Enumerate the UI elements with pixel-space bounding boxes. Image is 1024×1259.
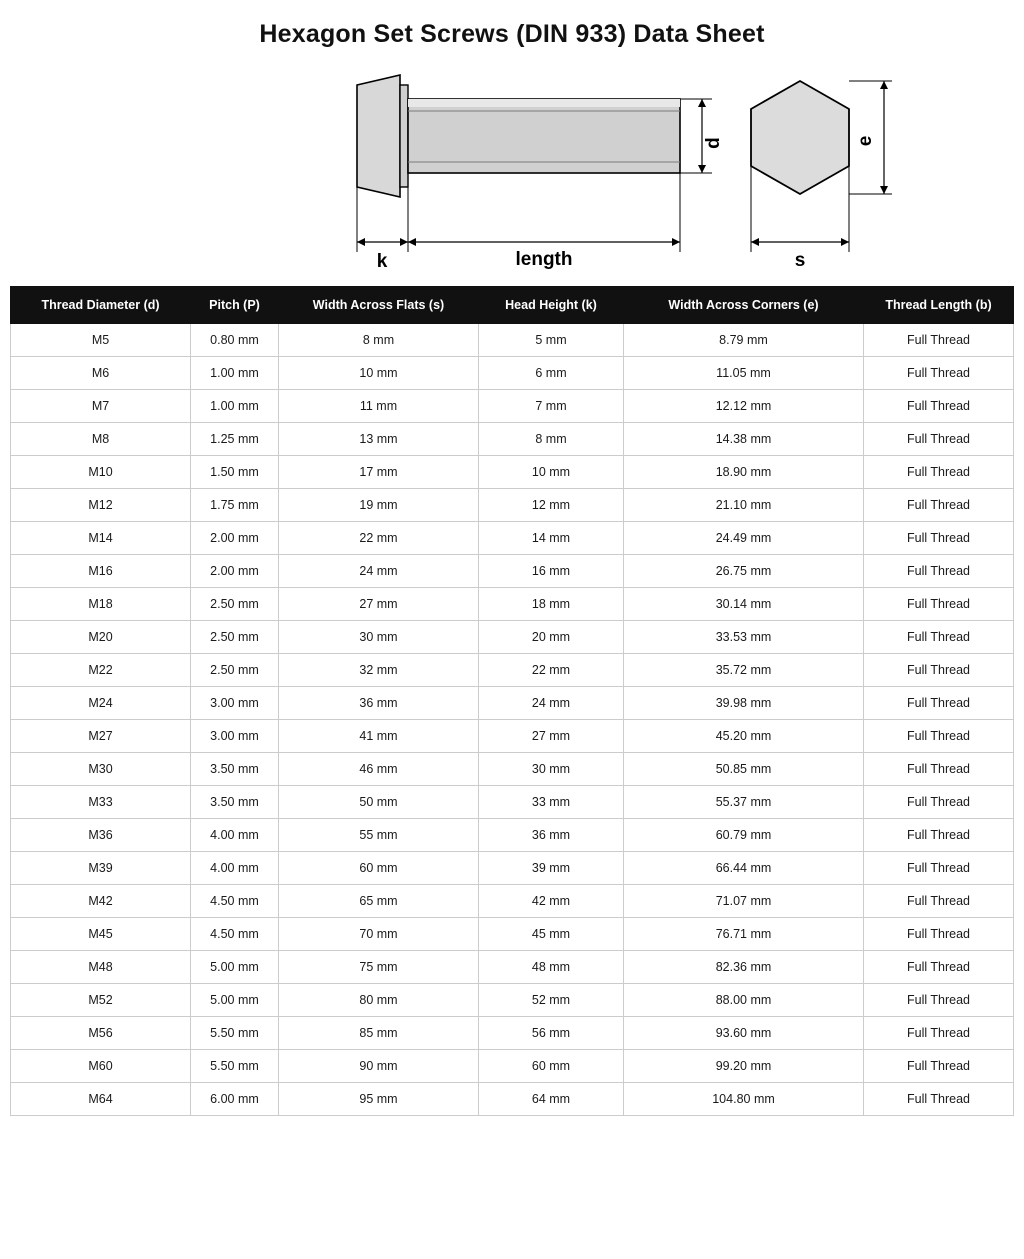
table-row bbox=[11, 918, 1014, 951]
cell-thread-diameter: M27 bbox=[11, 720, 191, 753]
cell-head-height: 20 mm bbox=[479, 621, 624, 654]
cell-thread-diameter: M30 bbox=[11, 753, 191, 786]
table-row bbox=[11, 423, 1014, 456]
cell-head-height: 6 mm bbox=[479, 357, 624, 390]
cell-head-height: 24 mm bbox=[479, 687, 624, 720]
cell-head-height: 5 mm bbox=[479, 324, 624, 357]
cell-width-across-corners: 24.49 mm bbox=[624, 522, 864, 555]
cell-width-across-corners: 30.14 mm bbox=[624, 588, 864, 621]
table-row bbox=[11, 324, 1014, 357]
table-row bbox=[11, 753, 1014, 786]
bolt-shank-highlight bbox=[408, 99, 680, 107]
table-row bbox=[11, 357, 1014, 390]
cell-width-across-flats: 19 mm bbox=[279, 489, 479, 522]
cell-thread-length: Full Thread bbox=[864, 918, 1014, 951]
cell-width-across-flats: 65 mm bbox=[279, 885, 479, 918]
cell-thread-diameter: M24 bbox=[11, 687, 191, 720]
cell-pitch: 1.00 mm bbox=[191, 390, 279, 423]
cell-thread-diameter: M52 bbox=[11, 984, 191, 1017]
page-title: Hexagon Set Screws (DIN 933) Data Sheet bbox=[259, 20, 765, 48]
cell-width-across-corners: 39.98 mm bbox=[624, 687, 864, 720]
table-row bbox=[11, 819, 1014, 852]
cell-pitch: 1.75 mm bbox=[191, 489, 279, 522]
cell-width-across-corners: 60.79 mm bbox=[624, 819, 864, 852]
cell-head-height: 64 mm bbox=[479, 1083, 624, 1116]
cell-thread-length: Full Thread bbox=[864, 555, 1014, 588]
cell-pitch: 1.25 mm bbox=[191, 423, 279, 456]
cell-width-across-flats: 30 mm bbox=[279, 621, 479, 654]
cell-head-height: 30 mm bbox=[479, 753, 624, 786]
cell-width-across-flats: 22 mm bbox=[279, 522, 479, 555]
cell-width-across-corners: 18.90 mm bbox=[624, 456, 864, 489]
cell-head-height: 18 mm bbox=[479, 588, 624, 621]
cell-head-height: 56 mm bbox=[479, 1017, 624, 1050]
cell-width-across-flats: 36 mm bbox=[279, 687, 479, 720]
cell-width-across-flats: 60 mm bbox=[279, 852, 479, 885]
cell-width-across-corners: 82.36 mm bbox=[624, 951, 864, 984]
cell-pitch: 0.80 mm bbox=[191, 324, 279, 357]
cell-thread-diameter: M20 bbox=[11, 621, 191, 654]
cell-head-height: 36 mm bbox=[479, 819, 624, 852]
cell-width-across-corners: 88.00 mm bbox=[624, 984, 864, 1017]
cell-width-across-flats: 13 mm bbox=[279, 423, 479, 456]
cell-width-across-flats: 41 mm bbox=[279, 720, 479, 753]
cell-thread-length: Full Thread bbox=[864, 1083, 1014, 1116]
hex-head-top bbox=[751, 81, 849, 194]
cell-pitch: 2.50 mm bbox=[191, 588, 279, 621]
cell-width-across-flats: 85 mm bbox=[279, 1017, 479, 1050]
cell-thread-length: Full Thread bbox=[864, 423, 1014, 456]
cell-thread-length: Full Thread bbox=[864, 522, 1014, 555]
cell-head-height: 33 mm bbox=[479, 786, 624, 819]
cell-head-height: 45 mm bbox=[479, 918, 624, 951]
cell-width-across-corners: 21.10 mm bbox=[624, 489, 864, 522]
table-row bbox=[11, 720, 1014, 753]
dimension-d bbox=[680, 99, 724, 173]
document-page bbox=[0, 20, 1024, 1259]
cell-head-height: 14 mm bbox=[479, 522, 624, 555]
cell-thread-length: Full Thread bbox=[864, 1050, 1014, 1083]
cell-pitch: 2.50 mm bbox=[191, 654, 279, 687]
cell-width-across-corners: 11.05 mm bbox=[624, 357, 864, 390]
cell-pitch: 5.50 mm bbox=[191, 1017, 279, 1050]
cell-width-across-flats: 17 mm bbox=[279, 456, 479, 489]
cell-head-height: 60 mm bbox=[479, 1050, 624, 1083]
cell-width-across-corners: 26.75 mm bbox=[624, 555, 864, 588]
table-row bbox=[11, 885, 1014, 918]
column-header-pitch: Pitch (P) bbox=[191, 287, 279, 324]
bolt-top-view bbox=[751, 81, 849, 194]
cell-head-height: 12 mm bbox=[479, 489, 624, 522]
cell-thread-length: Full Thread bbox=[864, 951, 1014, 984]
cell-thread-diameter: M12 bbox=[11, 489, 191, 522]
cell-width-across-corners: 50.85 mm bbox=[624, 753, 864, 786]
cell-pitch: 2.50 mm bbox=[191, 621, 279, 654]
cell-width-across-flats: 24 mm bbox=[279, 555, 479, 588]
cell-thread-diameter: M45 bbox=[11, 918, 191, 951]
cell-width-across-flats: 8 mm bbox=[279, 324, 479, 357]
label-length: length bbox=[515, 249, 573, 270]
cell-thread-length: Full Thread bbox=[864, 720, 1014, 753]
cell-thread-length: Full Thread bbox=[864, 654, 1014, 687]
table-row bbox=[11, 984, 1014, 1017]
cell-width-across-flats: 80 mm bbox=[279, 984, 479, 1017]
cell-pitch: 6.00 mm bbox=[191, 1083, 279, 1116]
table-row bbox=[11, 1050, 1014, 1083]
cell-pitch: 4.00 mm bbox=[191, 819, 279, 852]
label-d: d bbox=[703, 137, 724, 149]
label-e: e bbox=[855, 135, 876, 147]
cell-thread-diameter: M22 bbox=[11, 654, 191, 687]
cell-width-across-corners: 66.44 mm bbox=[624, 852, 864, 885]
dimension-k bbox=[357, 187, 408, 272]
cell-width-across-flats: 27 mm bbox=[279, 588, 479, 621]
cell-thread-length: Full Thread bbox=[864, 984, 1014, 1017]
table-row bbox=[11, 456, 1014, 489]
cell-width-across-flats: 32 mm bbox=[279, 654, 479, 687]
cell-width-across-corners: 93.60 mm bbox=[624, 1017, 864, 1050]
cell-width-across-corners: 104.80 mm bbox=[624, 1083, 864, 1116]
column-header-thread-length: Thread Length (b) bbox=[864, 287, 1014, 324]
cell-pitch: 3.00 mm bbox=[191, 687, 279, 720]
table-row bbox=[11, 786, 1014, 819]
cell-width-across-corners: 12.12 mm bbox=[624, 390, 864, 423]
table-body bbox=[11, 324, 1014, 1116]
cell-width-across-flats: 50 mm bbox=[279, 786, 479, 819]
dimension-length bbox=[408, 173, 680, 270]
cell-pitch: 5.00 mm bbox=[191, 984, 279, 1017]
cell-thread-diameter: M18 bbox=[11, 588, 191, 621]
cell-head-height: 39 mm bbox=[479, 852, 624, 885]
cell-thread-diameter: M48 bbox=[11, 951, 191, 984]
table-row bbox=[11, 390, 1014, 423]
bolt-head-side bbox=[357, 75, 400, 197]
cell-width-across-flats: 11 mm bbox=[279, 390, 479, 423]
cell-thread-length: Full Thread bbox=[864, 687, 1014, 720]
cell-pitch: 2.00 mm bbox=[191, 522, 279, 555]
cell-thread-diameter: M8 bbox=[11, 423, 191, 456]
cell-thread-diameter: M5 bbox=[11, 324, 191, 357]
bolt-head-side-face bbox=[400, 85, 408, 187]
cell-pitch: 5.50 mm bbox=[191, 1050, 279, 1083]
cell-width-across-corners: 33.53 mm bbox=[624, 621, 864, 654]
column-header-width-across-flats: Width Across Flats (s) bbox=[279, 287, 479, 324]
table-row bbox=[11, 1083, 1014, 1116]
cell-thread-length: Full Thread bbox=[864, 852, 1014, 885]
cell-thread-length: Full Thread bbox=[864, 786, 1014, 819]
cell-pitch: 2.00 mm bbox=[191, 555, 279, 588]
cell-thread-diameter: M39 bbox=[11, 852, 191, 885]
dimension-e bbox=[849, 81, 892, 194]
cell-thread-diameter: M42 bbox=[11, 885, 191, 918]
cell-thread-diameter: M33 bbox=[11, 786, 191, 819]
cell-width-across-corners: 45.20 mm bbox=[624, 720, 864, 753]
cell-width-across-corners: 71.07 mm bbox=[624, 885, 864, 918]
cell-head-height: 8 mm bbox=[479, 423, 624, 456]
cell-width-across-flats: 70 mm bbox=[279, 918, 479, 951]
cell-width-across-corners: 99.20 mm bbox=[624, 1050, 864, 1083]
cell-thread-length: Full Thread bbox=[864, 489, 1014, 522]
cell-thread-diameter: M64 bbox=[11, 1083, 191, 1116]
cell-head-height: 7 mm bbox=[479, 390, 624, 423]
cell-thread-length: Full Thread bbox=[864, 456, 1014, 489]
column-header-head-height: Head Height (k) bbox=[479, 287, 624, 324]
bolt-side-view bbox=[357, 75, 680, 197]
table-header-row bbox=[11, 287, 1014, 324]
cell-width-across-flats: 95 mm bbox=[279, 1083, 479, 1116]
label-s: s bbox=[794, 250, 806, 271]
cell-pitch: 3.50 mm bbox=[191, 786, 279, 819]
cell-pitch: 3.50 mm bbox=[191, 753, 279, 786]
table-row bbox=[11, 489, 1014, 522]
cell-thread-length: Full Thread bbox=[864, 588, 1014, 621]
cell-thread-length: Full Thread bbox=[864, 1017, 1014, 1050]
label-k: k bbox=[376, 251, 388, 272]
cell-thread-length: Full Thread bbox=[864, 357, 1014, 390]
cell-pitch: 3.00 mm bbox=[191, 720, 279, 753]
cell-width-across-flats: 75 mm bbox=[279, 951, 479, 984]
column-header-width-across-corners: Width Across Corners (e) bbox=[624, 287, 864, 324]
cell-pitch: 4.00 mm bbox=[191, 852, 279, 885]
table-row bbox=[11, 555, 1014, 588]
cell-thread-diameter: M36 bbox=[11, 819, 191, 852]
table-row bbox=[11, 852, 1014, 885]
cell-thread-length: Full Thread bbox=[864, 819, 1014, 852]
cell-thread-diameter: M6 bbox=[11, 357, 191, 390]
screw-diagram-svg bbox=[112, 67, 912, 272]
cell-width-across-corners: 8.79 mm bbox=[624, 324, 864, 357]
cell-width-across-flats: 10 mm bbox=[279, 357, 479, 390]
cell-pitch: 4.50 mm bbox=[191, 918, 279, 951]
cell-width-across-flats: 55 mm bbox=[279, 819, 479, 852]
table-row bbox=[11, 621, 1014, 654]
cell-width-across-corners: 35.72 mm bbox=[624, 654, 864, 687]
cell-pitch: 5.00 mm bbox=[191, 951, 279, 984]
table-row bbox=[11, 1017, 1014, 1050]
cell-thread-diameter: M60 bbox=[11, 1050, 191, 1083]
screw-diagram bbox=[0, 67, 1024, 272]
cell-thread-diameter: M14 bbox=[11, 522, 191, 555]
cell-width-across-flats: 46 mm bbox=[279, 753, 479, 786]
cell-thread-length: Full Thread bbox=[864, 753, 1014, 786]
table-row bbox=[11, 951, 1014, 984]
cell-thread-length: Full Thread bbox=[864, 885, 1014, 918]
table-row bbox=[11, 687, 1014, 720]
cell-head-height: 48 mm bbox=[479, 951, 624, 984]
cell-pitch: 1.50 mm bbox=[191, 456, 279, 489]
cell-thread-diameter: M16 bbox=[11, 555, 191, 588]
column-header-thread-diameter: Thread Diameter (d) bbox=[11, 287, 191, 324]
cell-thread-diameter: M56 bbox=[11, 1017, 191, 1050]
cell-thread-diameter: M7 bbox=[11, 390, 191, 423]
cell-width-across-corners: 55.37 mm bbox=[624, 786, 864, 819]
cell-head-height: 52 mm bbox=[479, 984, 624, 1017]
cell-head-height: 22 mm bbox=[479, 654, 624, 687]
table-row bbox=[11, 522, 1014, 555]
cell-head-height: 10 mm bbox=[479, 456, 624, 489]
cell-pitch: 1.00 mm bbox=[191, 357, 279, 390]
cell-head-height: 16 mm bbox=[479, 555, 624, 588]
cell-pitch: 4.50 mm bbox=[191, 885, 279, 918]
cell-thread-length: Full Thread bbox=[864, 390, 1014, 423]
table-row bbox=[11, 588, 1014, 621]
cell-thread-length: Full Thread bbox=[864, 621, 1014, 654]
table-row bbox=[11, 654, 1014, 687]
cell-thread-length: Full Thread bbox=[864, 324, 1014, 357]
specification-table bbox=[10, 286, 1014, 1116]
cell-width-across-corners: 14.38 mm bbox=[624, 423, 864, 456]
cell-thread-diameter: M10 bbox=[11, 456, 191, 489]
cell-head-height: 27 mm bbox=[479, 720, 624, 753]
cell-width-across-flats: 90 mm bbox=[279, 1050, 479, 1083]
cell-width-across-corners: 76.71 mm bbox=[624, 918, 864, 951]
table-header bbox=[11, 287, 1014, 324]
cell-head-height: 42 mm bbox=[479, 885, 624, 918]
